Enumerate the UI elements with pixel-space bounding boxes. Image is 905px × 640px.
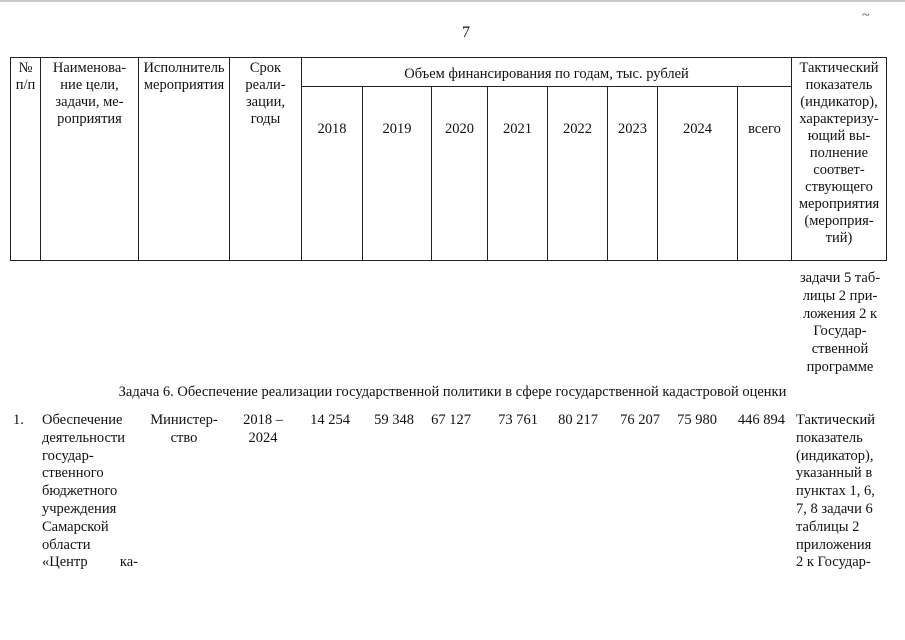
name-line: деятельности [42, 429, 126, 446]
header-total: всего [738, 87, 792, 261]
value-total: 446 894 [737, 412, 785, 428]
continuation-line: ложения 2 к [802, 305, 878, 322]
header-indicator: Тактический показатель (индикатор), характеризу-ющий вы-полнение соответ-ствующего мероприятия (мероприя-тий) [792, 58, 887, 261]
name-line: Обеспечение [42, 412, 123, 428]
name-line: Самарской [42, 518, 109, 535]
value-2021: 73 761 [498, 412, 538, 428]
value-2022: 80 217 [558, 412, 598, 428]
name-last-line [42, 554, 138, 572]
executor-line: ство [170, 429, 198, 446]
header-table [10, 57, 887, 261]
value-2019: 59 348 [374, 412, 414, 428]
page-number: 7 [462, 24, 470, 41]
header-year-2018: 2018 [302, 87, 363, 261]
indicator-line: показатель [796, 429, 863, 446]
value-2023: 76 207 [620, 412, 660, 428]
header-year-2022: 2022 [548, 87, 608, 261]
indicator-line: таблицы 2 [796, 518, 860, 535]
header-year-2019: 2019 [363, 87, 432, 261]
header-year-2023: 2023 [608, 87, 658, 261]
row-executor [140, 412, 228, 448]
continuation-line: ственной [811, 341, 869, 358]
name-line: учреждения [42, 500, 117, 517]
continuation-line: задачи 5 таб- [799, 270, 881, 286]
value-2024: 75 980 [677, 412, 717, 428]
row-activity-name [42, 412, 138, 572]
name-line: государ- [42, 447, 94, 464]
task-heading: Задача 6. Обеспечение реализации государственной политики в сфере государственной кадастровой оценки [118, 384, 787, 400]
continuation-line: лицы 2 при- [802, 287, 878, 304]
name-last-right: ка- [119, 554, 138, 571]
header-term: Срок реали-зации, годы [230, 58, 302, 261]
term-line: 2018 – [243, 412, 283, 428]
row-number: 1. [13, 412, 24, 428]
header-year-2021: 2021 [488, 87, 548, 261]
header-funding-title: Объем финансирования по годам, тыс. рублей [302, 58, 792, 87]
name-last-left: «Центр [42, 554, 88, 571]
header-executor: Исполнитель мероприятия [139, 58, 230, 261]
header-year-2024: 2024 [658, 87, 738, 261]
executor-line: Министер- [150, 412, 218, 428]
term-line: 2024 [248, 429, 278, 446]
indicator-line: Тактический [796, 412, 875, 428]
indicator-line: 7, 8 задачи 6 [796, 500, 873, 517]
value-2020: 67 127 [431, 412, 471, 428]
indicator-line: указанный в [796, 465, 873, 482]
header-year-2020: 2020 [432, 87, 488, 261]
name-line: бюджетного [42, 483, 118, 500]
indicator-line: (индикатор), [796, 447, 874, 464]
continuation-line: Государ- [813, 323, 867, 340]
value-2018: 14 254 [310, 412, 350, 428]
indicator-line: пунктах 1, 6, [796, 483, 875, 500]
indicator-continuation [795, 270, 885, 377]
row-indicator [796, 412, 884, 572]
indicator-line: 2 к Государ- [796, 554, 871, 571]
continuation-line: программе [806, 358, 874, 375]
name-line: ственного [42, 465, 104, 482]
header-num: № п/п [11, 58, 41, 261]
row-term [232, 412, 294, 448]
name-line: области [42, 536, 91, 553]
corner-mark: ~ [862, 8, 870, 23]
header-name: Наименова-ние цели, задачи, ме-роприятия [41, 58, 139, 261]
top-border-line [0, 0, 905, 2]
indicator-line: приложения [796, 536, 872, 553]
